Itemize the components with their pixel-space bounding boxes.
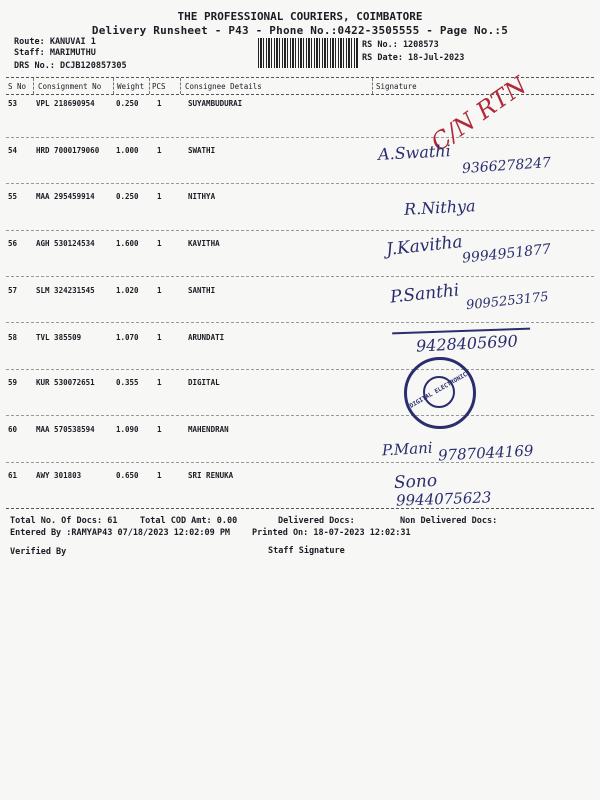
phone-56: 9994951877 <box>461 241 552 267</box>
signature-61: Sono <box>393 470 438 494</box>
row-55-consignee: NITHYA <box>188 192 216 201</box>
staff-signature: Staff Signature <box>268 546 345 556</box>
row-53-pcs: 1 <box>157 99 162 108</box>
rs-date: RS Date: 18-Jul-2023 <box>362 53 465 63</box>
row-58-consignee: ARUNDATI <box>188 333 225 342</box>
phone-57: 9095253175 <box>465 289 550 314</box>
route-label: Route: KANUVAI 1 <box>14 37 96 47</box>
signature-57: P.Santhi <box>389 280 461 308</box>
rtn-note: C/N RTN <box>425 71 532 157</box>
printed-on: Printed On: 18-07-2023 12:02:31 <box>252 528 411 538</box>
row-57-sno: 57 <box>8 286 18 295</box>
row-54-consignee: SWATHI <box>188 146 216 155</box>
phone-61: 9944075623 <box>395 488 492 510</box>
col-consignee: Consignee Details <box>185 82 262 91</box>
row-56-consignment: AGH 530124534 <box>36 239 95 248</box>
signature-56: J.Kavitha <box>385 232 464 260</box>
drs-number: DRS No.: DCJB120857305 <box>14 61 127 71</box>
non-delivered-docs: Non Delivered Docs: <box>400 516 498 526</box>
signature-60: P.Mani <box>381 438 434 460</box>
signature-54: A.Swathi <box>377 141 452 164</box>
row-59-consignee: DIGITAL <box>188 378 220 387</box>
row-60-consignment: MAA 570538594 <box>36 425 95 434</box>
row-53-weight: 0.250 <box>116 99 139 108</box>
row-57-pcs: 1 <box>157 286 162 295</box>
row-59-sno: 59 <box>8 378 18 387</box>
row-55-sno: 55 <box>8 192 18 201</box>
row-54-consignment: HRD 7000179060 <box>36 146 100 155</box>
row-61-consignment: AWY 301803 <box>36 471 82 480</box>
row-58-sno: 58 <box>8 333 18 342</box>
row-61-pcs: 1 <box>157 471 162 480</box>
row-55-pcs: 1 <box>157 192 162 201</box>
row-53-consignment: VPL 218690954 <box>36 99 95 108</box>
rs-number: RS No.: 1208573 <box>362 40 439 50</box>
row-55-consignment: MAA 295459914 <box>36 192 95 201</box>
runsheet-subtitle: Delivery Runsheet - P43 - Phone No.:0422-3505555 - Page No.:5 <box>91 24 509 37</box>
company-stamp <box>404 357 476 429</box>
barcode <box>258 38 358 68</box>
row-60-sno: 60 <box>8 425 18 434</box>
row-54-weight: 1.000 <box>116 146 139 155</box>
col-weight: Weight <box>117 82 145 91</box>
row-56-sno: 56 <box>8 239 18 248</box>
total-cod: Total COD Amt: 0.00 <box>140 516 238 526</box>
row-60-weight: 1.090 <box>116 425 139 434</box>
row-56-weight: 1.600 <box>116 239 139 248</box>
row-58-pcs: 1 <box>157 333 162 342</box>
row-54-sno: 54 <box>8 146 18 155</box>
row-58-consignment: TVL 385509 <box>36 333 82 342</box>
signature-55: R.Nithya <box>403 196 477 219</box>
phone-58: 9428405690 <box>415 331 519 356</box>
row-56-pcs: 1 <box>157 239 162 248</box>
row-60-consignee: MAHENDRAN <box>188 425 229 434</box>
row-61-consignee: SRI RENUKA <box>188 471 234 480</box>
entered-by: Entered By :RAMYAP43 07/18/2023 12:02:09 PM <box>10 528 231 538</box>
row-53-consignee: SUYAMBUDURAI <box>188 99 243 108</box>
row-57-weight: 1.020 <box>116 286 139 295</box>
col-signature: Signature <box>376 82 417 91</box>
total-docs: Total No. Of Docs: 61 <box>10 516 118 526</box>
phone-60: 9787044169 <box>437 441 534 465</box>
col-sno: S No <box>8 82 27 91</box>
delivered-docs: Delivered Docs: <box>278 516 355 526</box>
col-consignment: Consignment No <box>38 82 102 91</box>
row-58-weight: 1.070 <box>116 333 139 342</box>
row-60-pcs: 1 <box>157 425 162 434</box>
col-pcs: PCS <box>152 82 166 91</box>
row-57-consignment: SLM 324231545 <box>36 286 95 295</box>
row-57-consignee: SANTHI <box>188 286 216 295</box>
row-54-pcs: 1 <box>157 146 162 155</box>
row-53-sno: 53 <box>8 99 18 108</box>
row-59-weight: 0.355 <box>116 378 139 387</box>
row-61-weight: 0.650 <box>116 471 139 480</box>
row-61-sno: 61 <box>8 471 18 480</box>
stamp-text: DIGITAL ELECTRONICS <box>408 369 472 410</box>
row-55-weight: 0.250 <box>116 192 139 201</box>
phone-54: 9366278247 <box>461 154 552 178</box>
verified-by: Verified By <box>10 547 67 557</box>
staff-label: Staff: MARIMUTHU <box>14 48 96 58</box>
row-59-pcs: 1 <box>157 378 162 387</box>
row-59-consignment: KUR 530072651 <box>36 378 95 387</box>
company-title: THE PROFESSIONAL COURIERS, COIMBATORE <box>177 10 423 23</box>
row-56-consignee: KAVITHA <box>188 239 220 248</box>
